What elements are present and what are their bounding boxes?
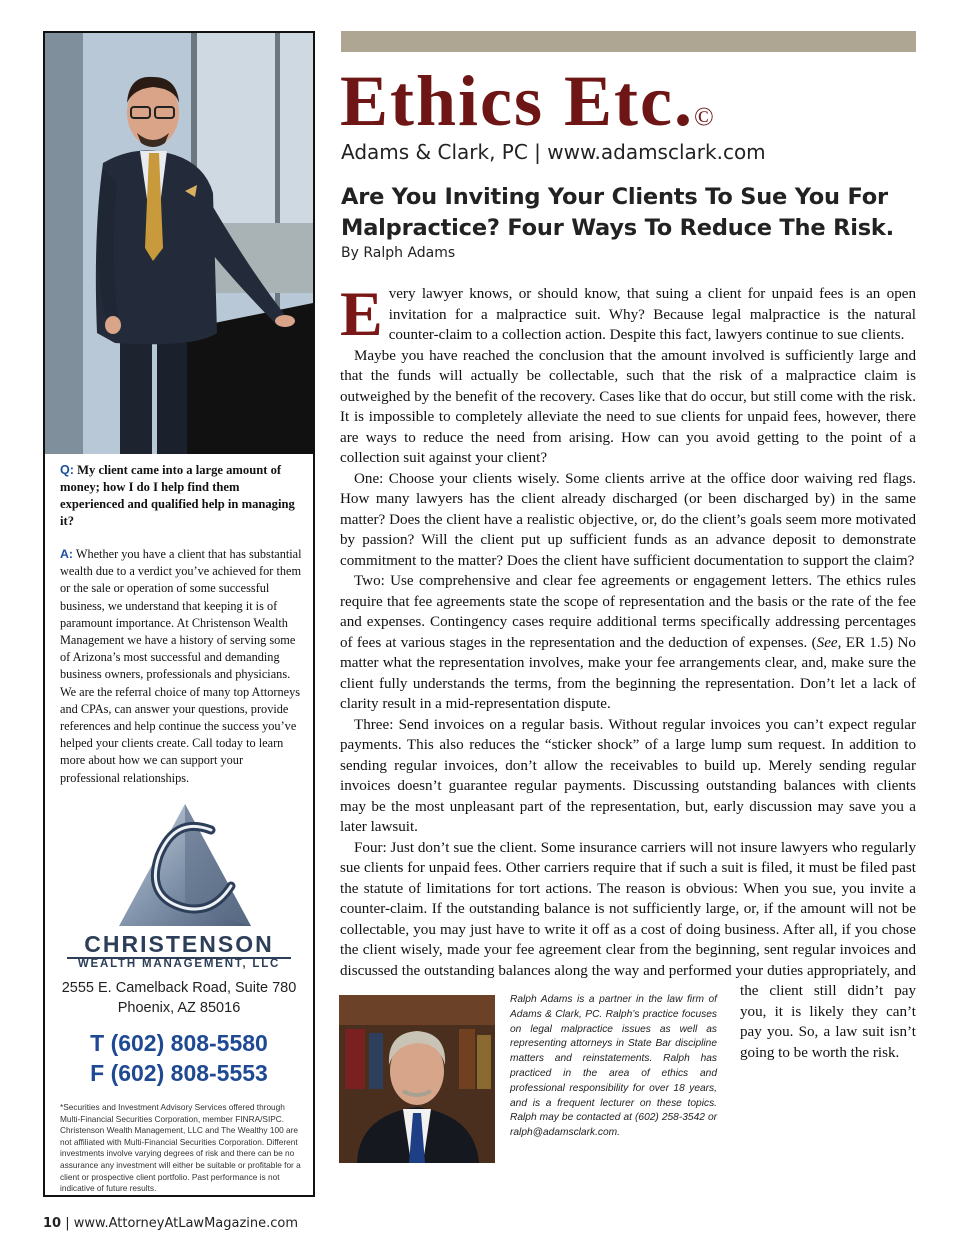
page-number: 10	[43, 1216, 62, 1231]
masthead-text: Ethics Etc.	[340, 61, 694, 141]
firm-line: Adams & Clark, PC | www.adamsclark.com	[341, 140, 766, 164]
address-line-2: Phoenix, AZ 85016	[117, 1000, 241, 1016]
author-bio: Ralph Adams is a partner in the law firm of Adams & Clark, PC. Ralph’s practice focuses on legal malpractice issues as well as representing attorneys in State Bar discipline matters and reinstatements. Ralph has practiced in the area of ethics and professional responsibility for over 18 years, and is a frequent lecturer on these topics. Ralph may be contacted at (602) 258-3542 or ralph@adamsclark.com.	[510, 994, 717, 1139]
paragraph-1-text: very lawyer knows, or should know, that suing a client for unpaid fees is an open invitation for a malpractice suit. Why? Because legal malpractice is the natural counter-claim to a collection action. Despite this fact, lawyers continue to sue clients.	[388, 286, 916, 343]
christenson-logo-icon	[115, 798, 255, 938]
article-paragraph-5: Three: Send invoices on a regular basis. Without regular invoices you can’t expect regular payments. This also reduces the “sticker shock” of a large lump sum request. In addition to sending regular invoices, don’t allow the receivables to build up. Merely sending regular invoices doesn’t guarantee regular payments. Discussing outstanding balances with clients may be the most unpleasant part of the representation, but, early discussion may save you a later lawsuit.	[340, 716, 916, 835]
securities-disclaimer: *Securities and Investment Advisory Services offered through Multi-Financial Securities Corporation, member FINRA/SIPC. Christenson Wealth Management, LLC and The Wealthy 100 are not affiliated with Multi-Financial Securities Corporation. Different investments involve varying degrees of risk and there can be no assurance any investment will either be suitable or profitable for a client or prospective client portfolio. Past performance is not indicative of future results.	[60, 1102, 301, 1194]
article-paragraph-1	[340, 278, 916, 349]
advertisement-sidebar	[43, 31, 315, 1197]
qa-block	[60, 462, 305, 787]
header-color-bar	[341, 31, 916, 52]
brand-name: CHRISTENSON	[84, 931, 274, 957]
question	[60, 462, 305, 530]
article-headline: Are You Inviting Your Clients To Sue You For Malpractice? Four Ways To Reduce The Risk.	[341, 184, 895, 241]
article-paragraph-2: Maybe you have reached the conclusion that the amount involved is sufficiently large and that the funds will actually be collectable, such that the risk of a malpractice claim is outweighed by the benefit of the recovery. Cases like that do occur, but still come with the risk. It is impossible to completely alleviate the need to sue clients for unpaid fees, however, there are ways to reduce the need from arising. How can you avoid getting to the point of a collection suit against your client?	[340, 347, 916, 466]
drop-cap: E	[340, 278, 383, 349]
advisor-photo	[45, 33, 313, 454]
article-paragraph-4	[340, 571, 916, 715]
answer	[60, 546, 305, 787]
question-text: My client came into a large amount of money; how I do I help find them experienced and qualified help in managing it?	[60, 463, 295, 528]
paragraph-6-text-wrapped: the client still didn’t pay you, it is likely they can’t pay you. So, a law suit isn’t going to be worth the risk.	[740, 983, 916, 1061]
page-footer	[43, 1216, 298, 1231]
answer-label: A:	[60, 547, 73, 561]
footer-separator: |	[65, 1216, 70, 1231]
author-photo-illustration	[339, 995, 495, 1163]
copyright-symbol: ©	[693, 102, 714, 131]
answer-text: Whether you have a client that has substantial wealth due to a verdict you’ve achieved for them or the sale or operation of some successful business, we understand that keeping it is of paramount importance. At Christenson Wealth Management we have a history of serving some of Arizona’s most successful and demanding business owners, professionals and physicians. We are the referral choice of many top Attorneys and CPAs, can answer your questions, provide references and help continue the success you’ve helped your clients create. Call today to learn more about how we can support your professional relationships.	[60, 547, 302, 785]
phone-number[interactable]: T (602) 808-5580	[90, 1030, 268, 1056]
footer-site-link[interactable]: www.AttorneyAtLawMagazine.com	[73, 1216, 299, 1231]
advisor-photo-illustration	[45, 33, 313, 454]
paragraph-4-text-a: Two: Use comprehensive and clear fee agreements or engagement letters. The ethics rules require that fee agreements state the scope of representation and the basis or the rate of the fee and expenses. Contingency cases require additional terms specifically addressing percentages of fees at various stages in the representation and the deduction of expenses. (	[340, 573, 916, 651]
author-photo	[339, 995, 495, 1163]
fax-number: F (602) 808-5553	[90, 1060, 268, 1086]
question-label: Q:	[60, 463, 74, 477]
article-paragraph-3: One: Choose your clients wisely. Some clients arrive at the office door waiving red flags. How many lawyers has the client already discharged (or been discharged by) in the same matter? Does the client have a realistic objective, or, do the client’s goals seem more motivated by passion? Will the client put up sufficient funds as an advance deposit to demonstrate commitment to the matter? Does the client have sufficient documentation to support the claim?	[340, 470, 916, 569]
address-line-1: 2555 E. Camelback Road, Suite 780	[61, 980, 297, 996]
article-byline: By Ralph Adams	[341, 245, 456, 261]
brand-subtitle: WEALTH MANAGEMENT, LLC	[77, 958, 281, 970]
paragraph-6-text: Four: Just don’t sue the client. Some insurance carriers will not insure lawyers who regularly sue clients for unpaid fees. Other carriers require that if such a suit is filed, it must be filed past the statute of limitations for tort actions. The reason is obvious: When you sue, you invite a counter-claim. If the outstanding balance is not sufficiently large, or, if the amount will not be collectable, you may just have to write it off as a cost of doing business. After all, if you chose the client wisely, made your fee agreement clear from the beginning, sent regular invoices and discussed the outstanding balances along the way and performed your duties appropriately, and	[340, 839, 916, 979]
see-citation: See	[816, 634, 838, 651]
paragraph-4-text-b: , ER 1.5) No matter what the representation involves, make your fee arrangements clear, and, make sure the client fully understands the terms, from the beginning the representation. Don’t let a lack of clarity result in a mid-representation dispute.	[340, 634, 916, 712]
